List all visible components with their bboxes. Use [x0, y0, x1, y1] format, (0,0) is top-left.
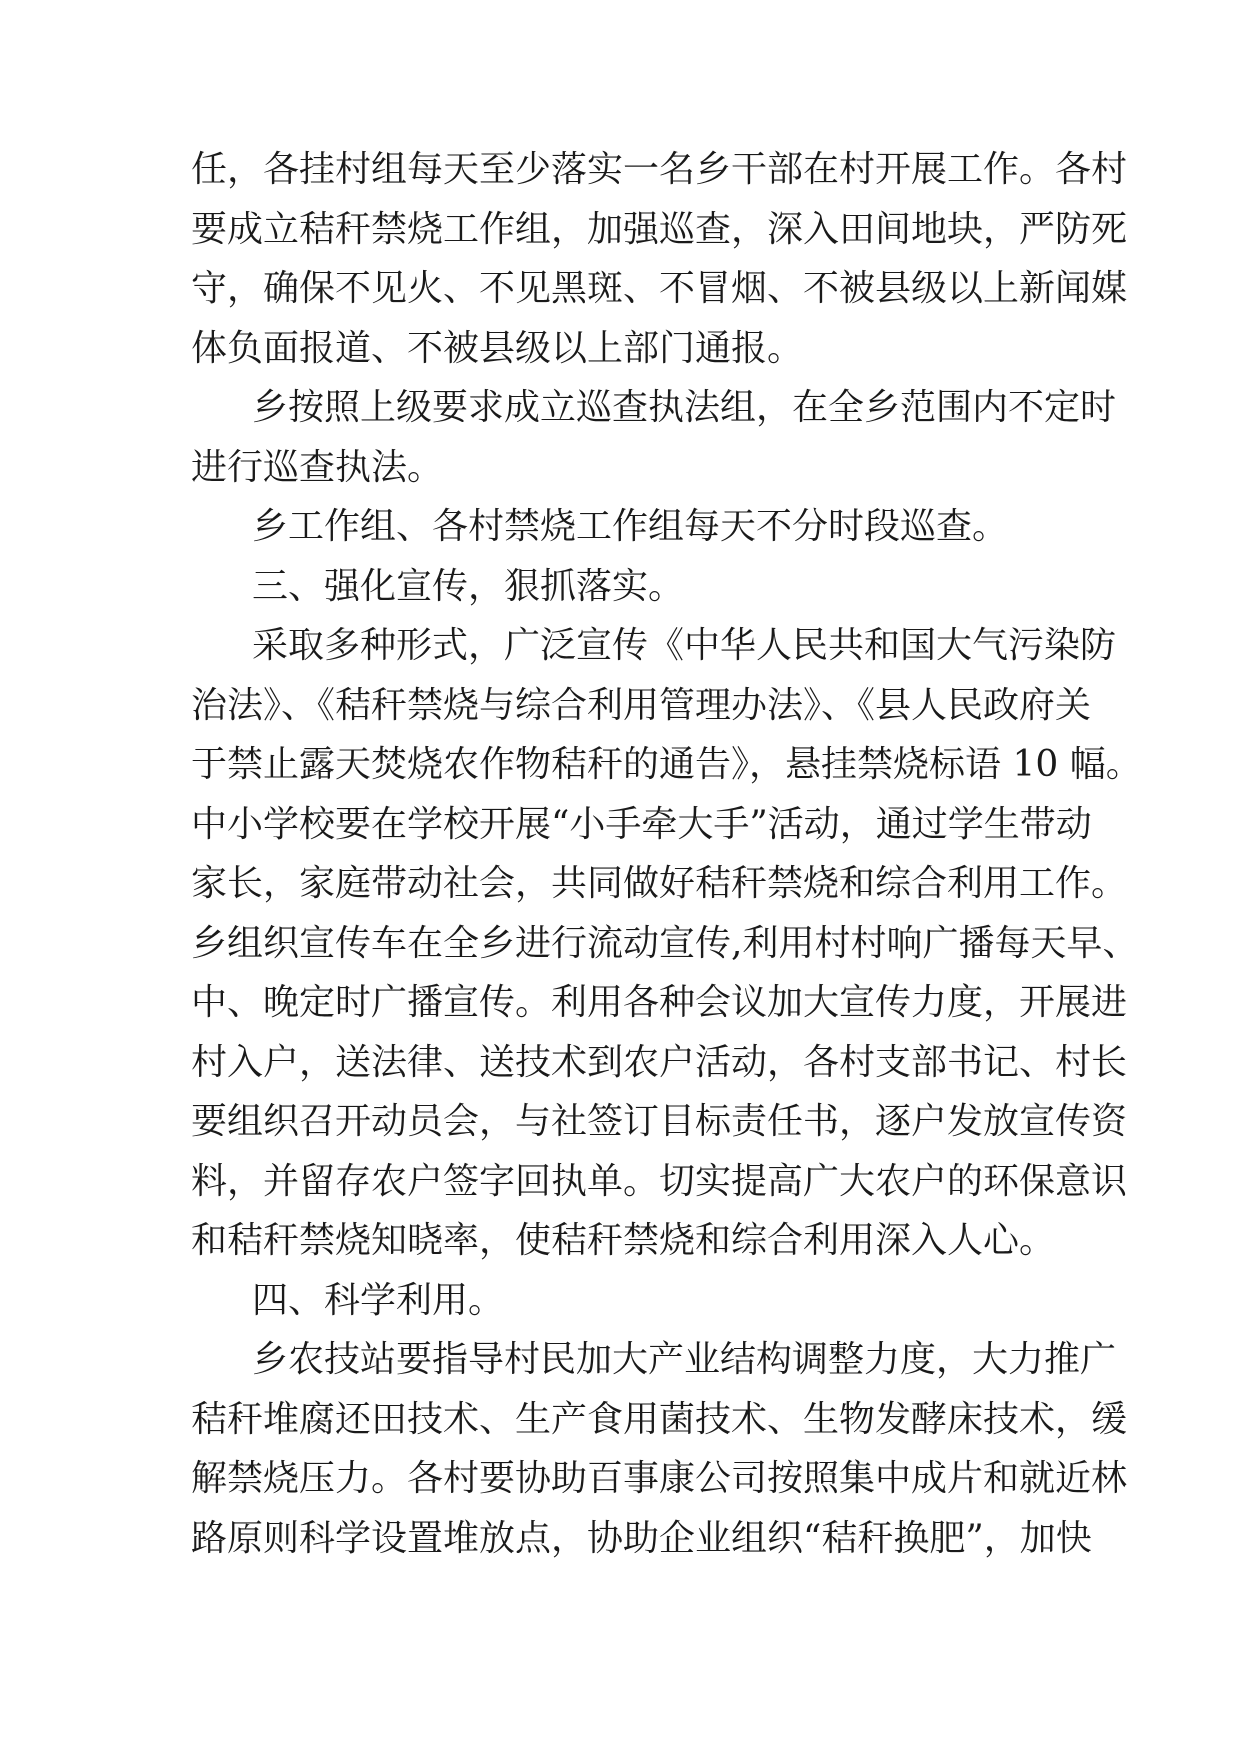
text-line: 中小学校要在学校开展“小手牵大手”活动，通过学生带动: [191, 803, 1092, 845]
text-line: 乡工作组、各村禁烧工作组每天不分时段巡查。: [252, 506, 1009, 547]
text-line: 家长，家庭带动社会，共同做好秸秆禁烧和综合利用工作。: [191, 863, 1128, 904]
text-line: 进行巡查执法。: [191, 446, 444, 488]
text-line: 路原则科学设置堆放点，协助企业组织“秸秆换肥”，加快: [191, 1517, 1092, 1559]
text-line: 村入户，送法律、送技术到农户活动，各村支部书记、村长: [191, 1041, 1128, 1083]
text-line: 采取多种形式，广泛宣传《中华人民共和国大气污染防: [252, 625, 1117, 666]
text-line: 三、强化宣传，狠抓落实。: [252, 565, 685, 607]
text-line: 乡组织宣传车在全乡进行流动宣传,利用村村响广播每天早、: [191, 922, 1139, 964]
text-line: 守，确保不见火、不见黑斑、不冒烟、不被县级以上新闻媒: [191, 268, 1128, 309]
text-line: 乡按照上级要求成立巡查执法组，在全乡范围内不定时: [252, 387, 1117, 428]
text-line: 要组织召开动员会，与社签订目标责任书，逐户发放宣传资: [191, 1101, 1128, 1142]
text-line: 秸秆堆腐还田技术、生产食用菌技术、生物发酵床技术，缓: [191, 1398, 1128, 1440]
text-line: 解禁烧压力。各村要协助百事康公司按照集中成片和就近林: [191, 1458, 1128, 1499]
text-line: 于禁止露天焚烧农作物秸秆的通告》，悬挂禁烧标语 10 幅。: [191, 744, 1142, 785]
text-line: 要成立秸秆禁烧工作组，加强巡查，深入田间地块，严防死: [191, 208, 1128, 250]
text-line: 料，并留存农户签字回执单。切实提高广大农户的环保意识: [191, 1160, 1128, 1202]
text-line: 四、科学利用。: [252, 1279, 505, 1321]
text-line: 中、晚定时广播宣传。利用各种会议加大宣传力度，开展进: [191, 982, 1128, 1023]
text-line: 治法》、《秸秆禁烧与综合利用管理办法》、《县人民政府关: [191, 684, 1092, 726]
text-line: 乡农技站要指导村民加大产业结构调整力度，大力推广: [252, 1339, 1117, 1380]
text-line: 体负面报道、不被县级以上部门通报。: [191, 327, 804, 369]
text-line: 和秸秆禁烧知晓率，使秸秆禁烧和综合利用深入人心。: [191, 1220, 1056, 1261]
document-body: [191, 140, 1142, 1568]
text-line: 任，各挂村组每天至少落实一名乡干部在村开展工作。各村: [191, 149, 1128, 190]
